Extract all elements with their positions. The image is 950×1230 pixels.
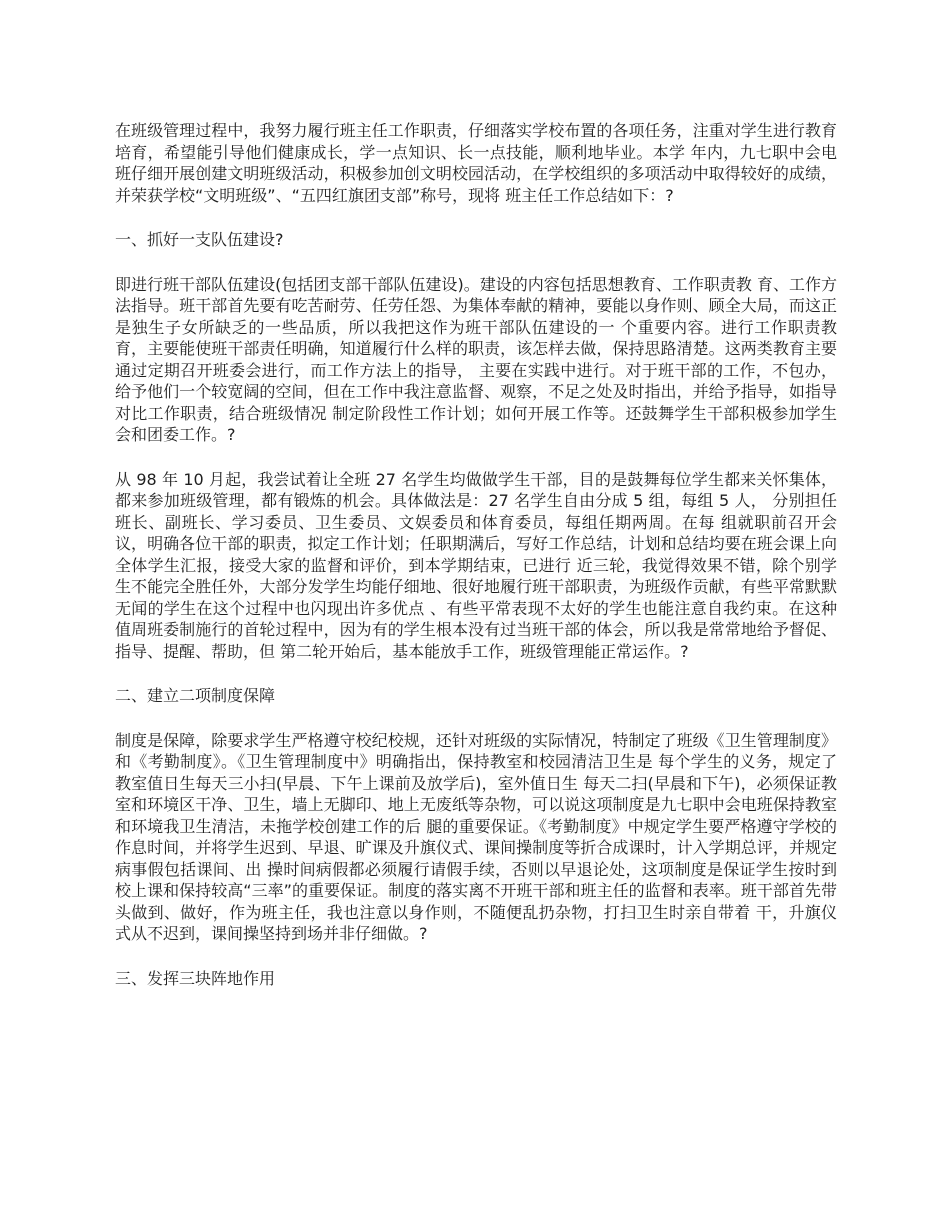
section-1-paragraph-2: 从 98 年 10 月起，我尝试着让全班 27 名学生均做做学生干部，目的是鼓舞每位学生都来关怀集体，都来参加班级管理，都有锻炼的机会。具体做法是：27 名学生自由分成 5 组，每组 5 人， 分别担任班长、副班长、学习委员、卫生委员、文娱委员和体育委员，每组任期两周。在每 组就职前召开会议，明确各位干部的职责，拟定工作计划；任职期满后，写好工作总结，计划和总结均要在班会课上向全体学生汇报，接受大家的监督和评价，到本学期结束，已进行 近三轮，我觉得效果不错，除个别学生不能完全胜任外，大部分发学生均能仔细地、很好地履行班干部职责，为班级作贡献，有些平常默默无闻的学生在这个过程中也闪现出许多优点 、有些平常表现不太好的学生也能注意自我约束。在这种值周班委制施行的首轮过程中，因为有的学生根本没有过当班干部的体会，所以我是常常地给予督促、指导、提醒、帮助，但 第二轮开始后，基本能放手工作，班级管理能正常运作。? bbox=[115, 469, 837, 661]
section-1-paragraph-1: 即进行班干部队伍建设(包括团支部干部队伍建设)。建设的内容包括思想教育、工作职责教 育、工作方法指导。班干部首先要有吃苦耐劳、任劳任怨、为集体奉献的精神，要能以身作则、顾全大局，而这正是独生子女所缺乏的一些品质，所以我把这作为班干部队伍建设的一 个重要内容。进行工作职责教育，主要能使班干部责任明确，知道履行什么样的职责，该怎样去做，保持思路清楚。这两类教育主要通过定期召开班委会进行，而工作方法上的指导， 主要在实践中进行。对于班干部的工作，不包办，给予他们一个较宽阔的空间，但在工作中我注意监督、观察，不足之处及时指出，并给予指导，如指导对比工作职责，结合班级情况 制定阶段性工作计划；如何开展工作等。还鼓舞学生干部积极参加学生会和团委工作。? bbox=[115, 274, 837, 444]
section-1-heading: 一、抓好一支队伍建设? bbox=[115, 230, 284, 249]
section-2-paragraph-1: 制度是保障，除要求学生严格遵守校纪校规，还针对班级的实际情况，特制定了班级《卫生管理制度》和《考勤制度》。《卫生管理制度中》明确指出，保持教室和校园清洁卫生是 每个学生的义务，规定了教室值日生每天三小扫(早晨、下午上课前及放学后)，室外值日生 每天二扫(早晨和下午)，必须保证教室和环境区干净、卫生，墙上无脚印、地上无废纸等杂物，可以说这项制度是九七职中会电班保持教室和环境我卫生清洁，未拖学校创建工作的后 腿的重要保证。《考勤制度》中规定学生要严格遵守学校的作息时间，并将学生迟到、早退、旷课及升旗仪式、课间操制度等折合成课时，计入学期总评，并规定病事假包括课间、出 操时间病假都必须履行请假手续，否则以早退论处，这项制度是保证学生按时到校上课和保持较高“三率”的重要保证。制度的落实离不开班干部和班主任的监督和表率。班干部首先带头做到、做好，作为班主任，我也注意以身作则，不随便乱扔杂物，打扫卫生时亲自带着 干，升旗仪式从不迟到，课间操坚持到场并非仔细做。? bbox=[115, 730, 837, 943]
intro-paragraph: 在班级管理过程中，我努力履行班主任工作职责，仔细落实学校布置的各项任务，注重对学生进行教育培育，希望能引导他们健康成长，学一点知识、长一点技能，顺利地毕业。本学 年内，九七职中会电班仔细开展创建文明班级活动，积极参加创文明校园活动，在学校组织的多项活动中取得较好的成绩，并荣获学校“文明班级”、“五四红旗团支部”称号，现将 班主任工作总结如下：? bbox=[115, 121, 837, 205]
section-3-heading: 三、发挥三块阵地作用 bbox=[115, 968, 276, 988]
document-page bbox=[115, 120, 837, 1012]
section-2-heading: 二、建立二项制度保障 bbox=[115, 686, 276, 705]
